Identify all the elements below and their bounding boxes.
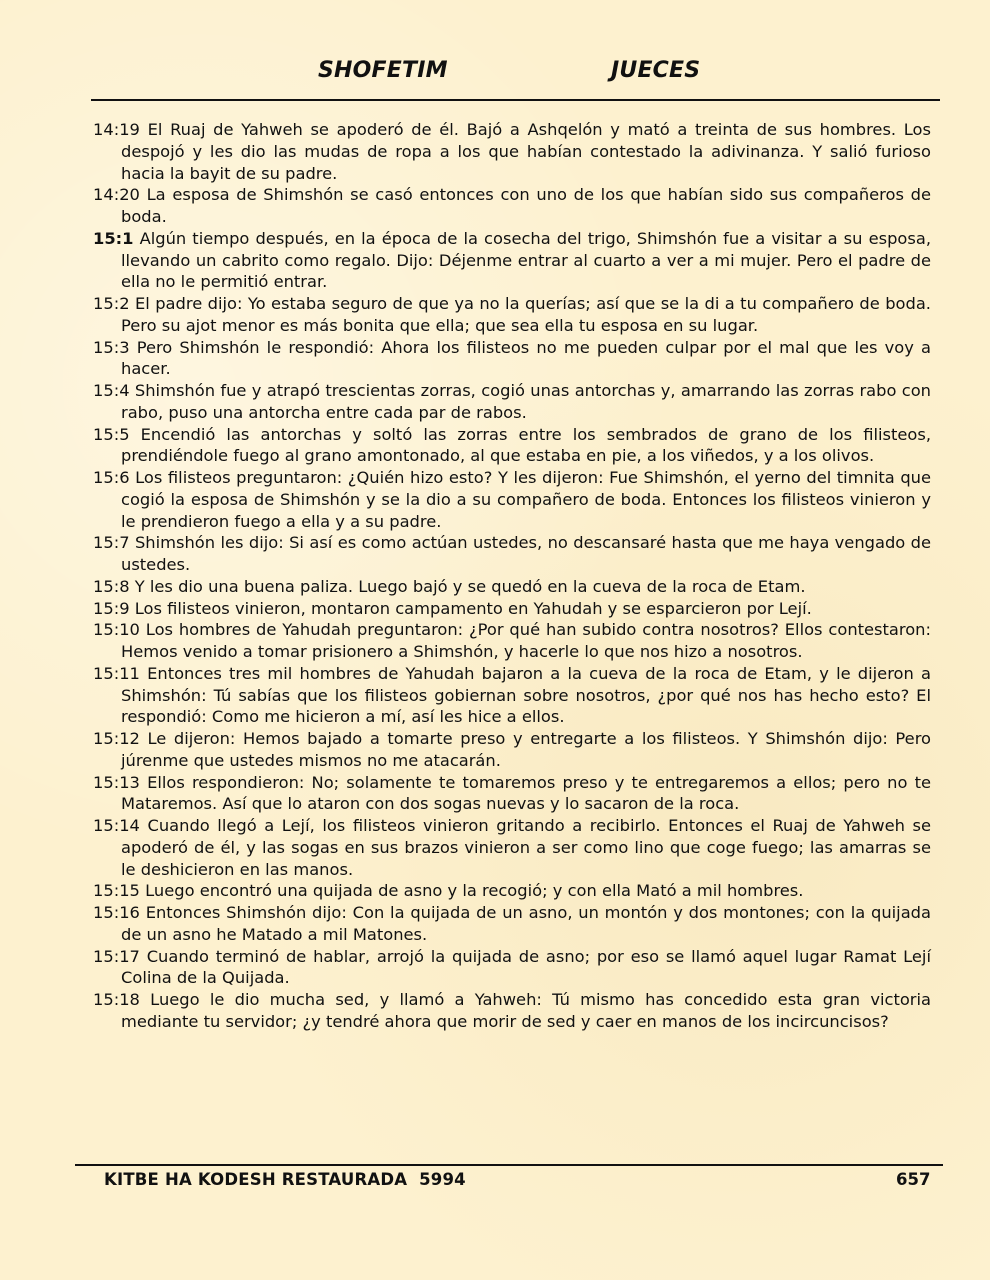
verse xyxy=(93,989,931,1033)
verse xyxy=(93,228,931,293)
verse-text: Cuando llegó a Lejí, los filisteos vinieron gritando a recibirlo. Entonces el Ruaj de Yahweh se apoderó de él, y las sogas en sus brazos vinieron a ser como lino que coge fuego; las amarras se le deshicieron en las manos. xyxy=(121,816,931,879)
header-rule xyxy=(91,99,940,101)
verse xyxy=(93,293,931,337)
verse-reference: 15:14 xyxy=(93,816,140,835)
verse-text: El Ruaj de Yahweh se apoderó de él. Bajó a Ashqelón y mató a treinta de sus hombres. Los despojó y les dio las mudas de ropa a los que habían contestado la adivinanza. Y salió furioso hacia la bayit de su padre. xyxy=(121,120,931,183)
verse xyxy=(93,576,931,598)
verse-reference: 15:5 xyxy=(93,424,130,444)
verse xyxy=(93,467,931,532)
verse-reference: 15:1 xyxy=(93,228,134,248)
verse-reference: 15:9 xyxy=(93,598,130,618)
verse-text: La esposa de Shimshón se casó entonces con uno de los que habían sido sus compañeros de boda. xyxy=(121,185,931,226)
verse-reference: 15:3 xyxy=(93,337,130,357)
verse xyxy=(93,772,931,816)
verse-reference: 14:19 xyxy=(93,120,140,139)
verse-text: Cuando terminó de hablar, arrojó la quijada de asno; por eso se llamó aquel lugar Ramat Lejí Colina de la Quijada. xyxy=(121,946,931,988)
verse xyxy=(93,902,931,946)
verse xyxy=(93,380,931,424)
verse xyxy=(93,424,931,468)
verse-text: Shimshón fue y atrapó trescientas zorras, cogió unas antorchas y, amarrando las zorras rabo con rabo, puso una antorcha entre cada par de rabos. xyxy=(121,381,931,422)
verse-text: Los filisteos preguntaron: ¿Quién hizo esto? Y les dijeron: Fue Shimshón, el yerno del timnita que cogió la esposa de Shimshón y se la dio a su compañero de boda. Entonces los filisteos vinieron y le prendieron fuego a ella y a su padre. xyxy=(121,468,932,531)
verse xyxy=(93,598,931,620)
verse-reference: 15:17 xyxy=(93,946,140,966)
verse xyxy=(93,337,931,381)
verse-text: Algún tiempo después, en la época de la cosecha del trigo, Shimshón fue a visitar a su esposa, llevando un cabrito como regalo. Dijo: Déjenme entrar al cuarto a ver a mi mujer. Pero el padre de ella no le permitió entrar. xyxy=(121,228,931,292)
verse-reference: 15:13 xyxy=(93,772,140,792)
verse-reference: 15:4 xyxy=(93,381,130,400)
verse-reference: 15:10 xyxy=(93,620,140,640)
verse-reference: 15:11 xyxy=(93,663,140,683)
verse-reference: 15:8 xyxy=(93,576,130,596)
verse-reference: 15:15 xyxy=(93,881,140,901)
verse-text: Entonces Shimshón dijo: Con la quijada de un asno, un montón y dos montones; con la quijada de un asno he Matado a mil Matones. xyxy=(121,903,931,944)
verse-reference: 15:12 xyxy=(93,729,140,748)
header-title-hebrew: SHOFETIM xyxy=(318,58,448,83)
verse xyxy=(93,119,931,184)
verse xyxy=(93,946,931,990)
verse-text: Los filisteos vinieron, montaron campamento en Yahudah y se esparcieron por Lejí. xyxy=(134,598,812,618)
verse-text: Shimshón les dijo: Si así es como actúan ustedes, no descansaré hasta que me haya vengado de ustedes. xyxy=(121,533,931,574)
verse-reference: 15:18 xyxy=(93,990,140,1009)
verse xyxy=(93,663,931,728)
verse-text: Le dijeron: Hemos bajado a tomarte preso y entregarte a los filisteos. Y Shimshón dijo: Pero júrenme que ustedes mismos no me atacarán. xyxy=(121,729,931,770)
verse-text: Ellos respondieron: No; solamente te tomaremos preso y te entregaremos a ellos; pero no te Mataremos. Así que lo ataron con dos sogas nuevas y lo sacaron de la roca. xyxy=(121,772,931,814)
verse-text: Luego encontró una quijada de asno y la recogió; y con ella Mató a mil hombres. xyxy=(145,881,804,901)
verse-text: Pero Shimshón le respondió: Ahora los filisteos no me pueden culpar por el mal que les voy a hacer. xyxy=(121,337,931,379)
verse-list xyxy=(93,119,931,1033)
verse-reference: 15:7 xyxy=(93,533,130,553)
running-header xyxy=(0,58,990,90)
verse xyxy=(93,880,931,902)
verse-reference: 15:6 xyxy=(93,468,130,487)
verse-text: Los hombres de Yahudah preguntaron: ¿Por qué han subido contra nosotros? Ellos contestaron: Hemos venido a tomar prisionero a Shimshón, y hacerle lo que nos hizo a nosotros. xyxy=(121,620,931,661)
verse xyxy=(93,532,931,576)
verse-text: Luego le dio mucha sed, y llamó a Yahweh: Tú mismo has concedido esta gran victoria mediante tu servidor; ¿y tendré ahora que morir de sed y caer en manos de los incircuncisos? xyxy=(121,990,931,1031)
verse-reference: 15:16 xyxy=(93,903,140,922)
footer-book-title: KITBE HA KODESH RESTAURADA 5994 xyxy=(104,1170,466,1189)
header-title-spanish: JUECES xyxy=(611,58,701,83)
verse xyxy=(93,619,931,663)
verse-text: Y les dio una buena paliza. Luego bajó y se quedó en la cueva de la roca de Etam. xyxy=(134,576,806,596)
verse-text: Encendió las antorchas y soltó las zorras entre los sembrados de grano de los filisteos, prendiéndole fuego al grano amontonado, al que estaba en pie, a los viñedos, y a los olivos. xyxy=(121,424,931,466)
footer-rule xyxy=(75,1164,943,1166)
verse xyxy=(93,728,931,772)
verse-reference: 15:2 xyxy=(93,294,130,313)
page-number: 657 xyxy=(896,1170,931,1189)
verse-reference: 14:20 xyxy=(93,185,140,205)
verse-text: El padre dijo: Yo estaba seguro de que ya no la querías; así que se la di a tu compañero de boda. Pero su ajot menor es más bonita que ella; que sea ella tu esposa en su lugar. xyxy=(121,294,931,335)
verse xyxy=(93,184,931,228)
verse-text: Entonces tres mil hombres de Yahudah bajaron a la cueva de la roca de Etam, y le dijeron a Shimshón: Tú sabías que los filisteos gobiernan sobre nosotros, ¿por qué nos has hecho esto? El respondió: Como me hicieron a mí, así les hice a ellos. xyxy=(121,663,931,727)
verse xyxy=(93,815,931,880)
